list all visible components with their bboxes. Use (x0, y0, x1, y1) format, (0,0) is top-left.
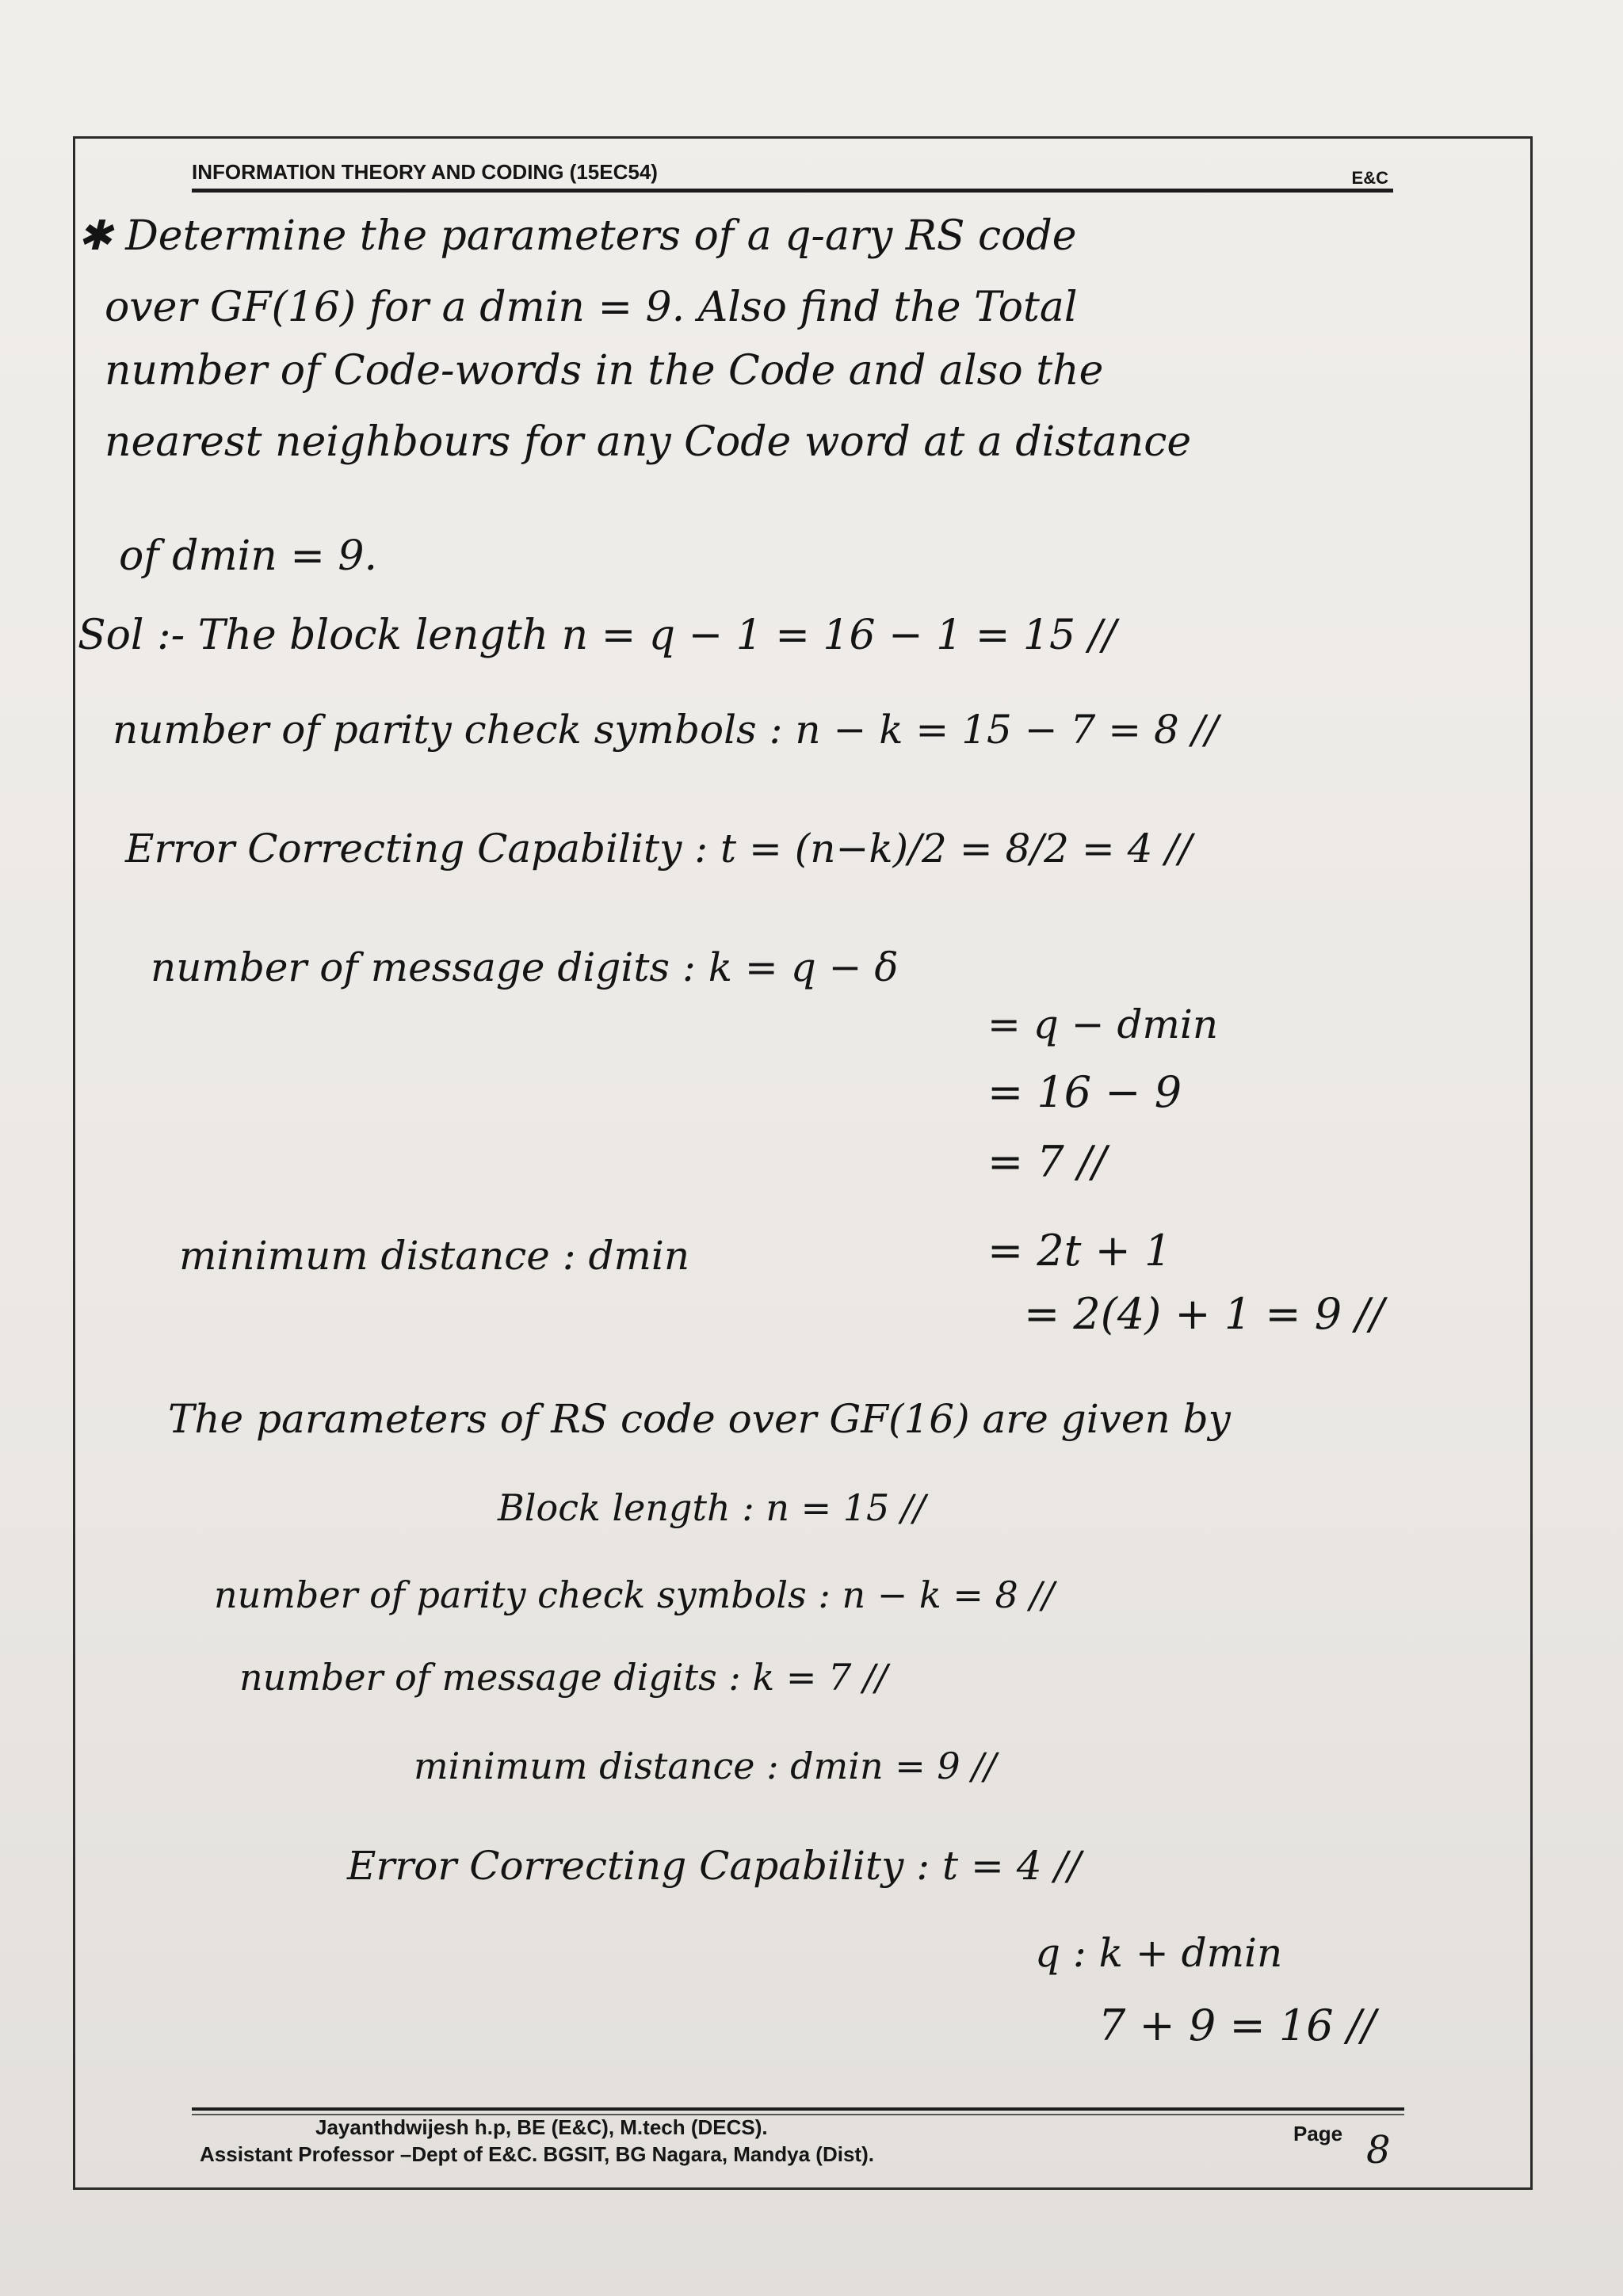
question-line-5: of dmin = 9. (119, 532, 378, 580)
solution-error-capability: Error Correcting Capability : t = (n−k)/2 = 8/2 = 4 // (125, 826, 1193, 871)
footer-page-label: Page (1293, 2122, 1343, 2145)
footer-page-number: 8 (1366, 2128, 1391, 2172)
solution-min-distance-step-1: = 2t + 1 (987, 1226, 1172, 1276)
summary-min-distance: minimum distance : dmin = 9 // (414, 1745, 997, 1787)
summary-q-formula: q : k + dmin (1035, 1930, 1283, 1976)
summary-intro: The parameters of RS code over GF(16) are given by (168, 1396, 1231, 1442)
question-line-2: over GF(16) for a dmin = 9. Also find the Total (105, 284, 1078, 331)
summary-parity-symbols: number of parity check symbols : n − k = 8 // (214, 1573, 1055, 1616)
summary-block-length: Block length : n = 15 // (498, 1486, 926, 1529)
solution-min-distance-step-2: = 2(4) + 1 = 9 // (1024, 1289, 1384, 1339)
footer-rule (192, 2107, 1404, 2111)
solution-block-length: Sol :- The block length n = q − 1 = 16 − 1 = 15 // (78, 612, 1117, 659)
header-title: INFORMATION THEORY AND CODING (15EC54) (192, 160, 658, 184)
solution-min-distance: minimum distance : dmin (179, 1233, 690, 1279)
summary-error-capability: Error Correcting Capability : t = 4 // (347, 1843, 1082, 1889)
summary-message-digits: number of message digits : k = 7 // (239, 1656, 888, 1699)
header-rule (192, 189, 1393, 193)
solution-parity-symbols: number of parity check symbols : n − k = 15 − 7 = 8 // (113, 707, 1219, 753)
solution-message-step-3: = 7 // (987, 1137, 1107, 1187)
solution-message-step-2: = 16 − 9 (987, 1067, 1182, 1117)
solution-message-digits: number of message digits : k = q − δ (151, 944, 899, 990)
footer-author: Jayanthdwijesh h.p, BE (E&C), M.tech (DECS). (315, 2115, 768, 2139)
question-line-1: ✱ Determine the parameters of a q-ary RS code (78, 212, 1077, 260)
summary-q-result: 7 + 9 = 16 // (1098, 2000, 1377, 2050)
question-line-4: nearest neighbours for any Code word at a distance (105, 418, 1192, 466)
footer-affiliation: Assistant Professor –Dept of E&C. BGSIT, BG Nagara, Mandya (Dist). (200, 2142, 874, 2166)
solution-message-step-1: = q − dmin (987, 1001, 1219, 1047)
header-dept: E&C (1351, 168, 1388, 188)
question-line-3: number of Code-words in the Code and also the (105, 347, 1104, 395)
